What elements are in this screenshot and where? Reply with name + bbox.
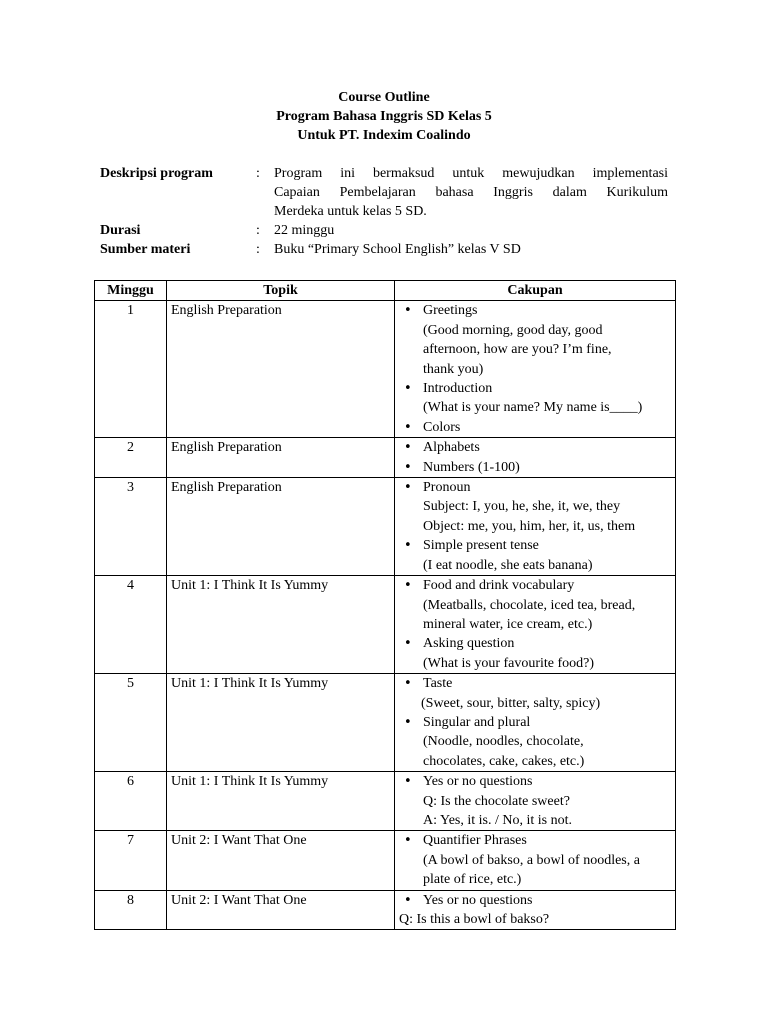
scope-detail: afternoon, how are you? I’m fine, [423,342,612,358]
scope-cell [395,772,676,831]
topic-cell: Unit 1: I Think It Is Yummy [167,674,395,772]
scope-cell [395,438,676,478]
description-label: Deskripsi program [100,166,213,181]
topic-cell: Unit 1: I Think It Is Yummy [167,576,395,674]
table-row [95,890,676,930]
table-row [95,301,676,438]
scope-detail: Subject: I, you, he, she, it, we, they [423,499,621,515]
week-cell: 5 [95,674,167,772]
duration-colon: : [256,223,260,238]
description-line: Program ini bermaksud untuk mewujudkan implementasi [274,166,668,181]
week-cell: 7 [95,831,167,890]
scope-detail: A: Yes, it is. / No, it is not. [423,812,572,828]
description-line: Merdeka untuk kelas 5 SD. [274,204,427,219]
scope-list [399,379,671,398]
column-header-topic: Topik [167,281,395,301]
scope-detail: (A bowl of bakso, a bowl of noodles, a [423,852,640,868]
scope-cell [395,674,676,772]
scope-detail: (What is your favourite food?) [423,655,595,671]
scope-detail: (Good morning, good day, good [423,322,603,338]
scope-bullet: • Simple present tense [399,536,671,555]
description-colon: : [256,166,260,181]
scope-detail: Q: Is this a bowl of bakso? [399,912,550,927]
column-header-week: Minggu [95,281,167,301]
scope-detail: mineral water, ice cream, etc.) [423,616,593,632]
scope-bullet: • Singular and plural [399,713,671,732]
scope-bullet: • Yes or no questions [399,772,671,791]
table-row [95,674,676,772]
scope-detail: (I eat noodle, she eats banana) [423,557,593,573]
scope-bullet: • Greetings [399,301,671,320]
scope-list [399,772,671,791]
scope-cell [395,301,676,438]
scope-cell [395,576,676,674]
table-row [95,772,676,831]
source-colon: : [256,242,260,257]
source-value: Buku “Primary School English” kelas V SD [274,242,521,257]
scope-detail: plate of rice, etc.) [423,872,522,888]
source-label: Sumber materi [100,242,191,257]
week-cell: 1 [95,301,167,438]
document-client: Untuk PT. Indexim Coalindo [297,128,471,143]
scope-list [399,713,671,732]
scope-bullet: • Colors [399,418,671,437]
scope-bullet: • Asking question [399,634,671,653]
scope-bullet: • Numbers (1-100) [399,458,671,477]
column-header-scope: Cakupan [395,281,676,301]
scope-detail: (Meatballs, chocolate, iced tea, bread, [423,597,636,613]
scope-cell [395,890,676,930]
scope-list [399,438,671,477]
week-cell: 4 [95,576,167,674]
document-subtitle: Program Bahasa Inggris SD Kelas 5 [276,109,492,124]
table-row [95,831,676,890]
scope-bullet: • Quantifier Phrases [399,831,671,850]
scope-list [399,536,671,555]
scope-bullet: • Alphabets [399,438,671,457]
scope-list [399,674,671,693]
scope-bullet: • Food and drink vocabulary [399,576,671,595]
topic-cell: English Preparation [167,438,395,478]
scope-bullet: • Taste [399,674,671,693]
description-line: Capaian Pembelajaran bahasa Inggris dalam Kurikulum [274,185,668,200]
table-row [95,478,676,576]
week-cell: 6 [95,772,167,831]
duration-label: Durasi [100,223,141,238]
topic-cell: Unit 2: I Want That One [167,890,395,930]
scope-list [399,418,671,437]
scope-detail: Object: me, you, him, her, it, us, them [423,518,636,534]
scope-detail: chocolates, cake, cakes, etc.) [423,753,585,769]
scope-list [399,831,671,850]
scope-cell [395,478,676,576]
scope-detail: (What is your name? My name is____) [423,400,643,416]
scope-bullet: • Yes or no questions [399,891,671,910]
table-row [95,438,676,478]
scope-bullet: • Introduction [399,379,671,398]
week-cell: 8 [95,890,167,930]
scope-list [399,301,671,320]
week-cell: 2 [95,438,167,478]
topic-cell: Unit 2: I Want That One [167,831,395,890]
description-text [274,164,668,221]
topic-cell: English Preparation [167,301,395,438]
scope-detail: Q: Is the chocolate sweet? [423,793,570,809]
document-header [0,88,768,145]
scope-detail: (Noodle, noodles, chocolate, [423,734,584,750]
topic-cell: English Preparation [167,478,395,576]
scope-detail: (Sweet, sour, bitter, salty, spicy) [421,695,601,711]
duration-value: 22 minggu [274,223,335,238]
scope-detail: thank you) [423,361,484,377]
scope-bullet: • Pronoun [399,478,671,497]
topic-cell: Unit 1: I Think It Is Yummy [167,772,395,831]
scope-list [399,478,671,497]
table-header-row [95,281,676,301]
table-row [95,576,676,674]
scope-list [399,576,671,595]
scope-cell [395,831,676,890]
document-title: Course Outline [338,90,430,105]
scope-list [399,891,671,910]
course-outline-table [94,280,676,930]
scope-list [399,634,671,653]
week-cell: 3 [95,478,167,576]
